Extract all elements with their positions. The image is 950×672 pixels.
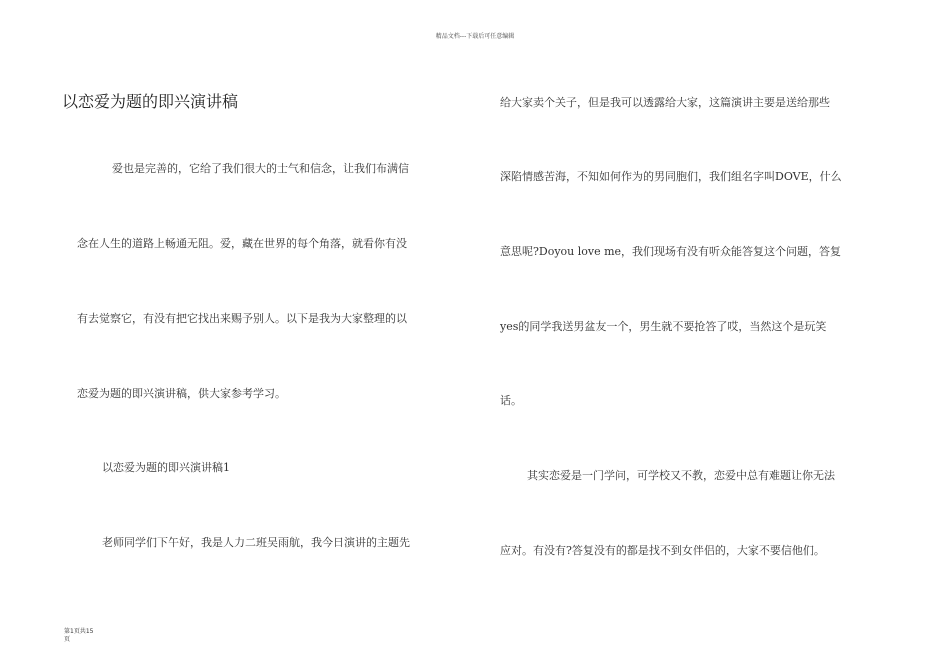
paragraph-line: 爱也是完善的，它给了我们很大的士气和信念，让我们布满信 [112,162,409,175]
paragraph-line: 给大家卖个关子，但是我可以透露给大家，这篇演讲主要是送给那些 [500,96,830,109]
page-number-line: 页 [64,636,71,643]
document-title: 以恋爱为题的即兴演讲稿 [62,92,239,111]
paragraph-line: 深陷情感苦海，不知如何作为的男同胞们，我们组名字叫DOVE，什么 [500,170,842,183]
paragraph-line: 话。 [500,394,522,407]
section-heading: 以恋爱为题的即兴演讲稿1 [102,461,230,474]
paragraph-line: 应对。有没有?答复没有的都是找不到女伴侣的，大家不要信他们。 [500,544,825,557]
paragraph-line: 有去觉察它，有没有把它找出来赐予别人。以下是我为大家整理的以 [77,312,407,325]
paragraph-line: 恋爱为题的即兴演讲稿，供大家参考学习。 [77,387,286,400]
paragraph-line: 老师同学们下午好，我是人力二班吴雨航，我今日演讲的主题先 [102,536,410,549]
paragraph-line: 其实恋爱是一门学问，可学校又不教，恋爱中总有难题让你无法 [527,469,835,482]
paragraph-line: yes的同学我送男盆友一个，男生就不要抢答了哎，当然这个是玩笑 [500,320,827,333]
page-number-line: 第1页共15 [64,628,94,635]
paragraph-line: 念在人生的道路上畅通无阻。爱，藏在世界的每个角落，就看你有没 [77,237,407,250]
paragraph-line: 意思呢?Doyou love me，我们现场有没有听众能答复这个问题，答复 [500,245,842,258]
page-number [64,628,124,644]
page-header: 精品文档---下载后可任意编辑 [435,33,515,40]
